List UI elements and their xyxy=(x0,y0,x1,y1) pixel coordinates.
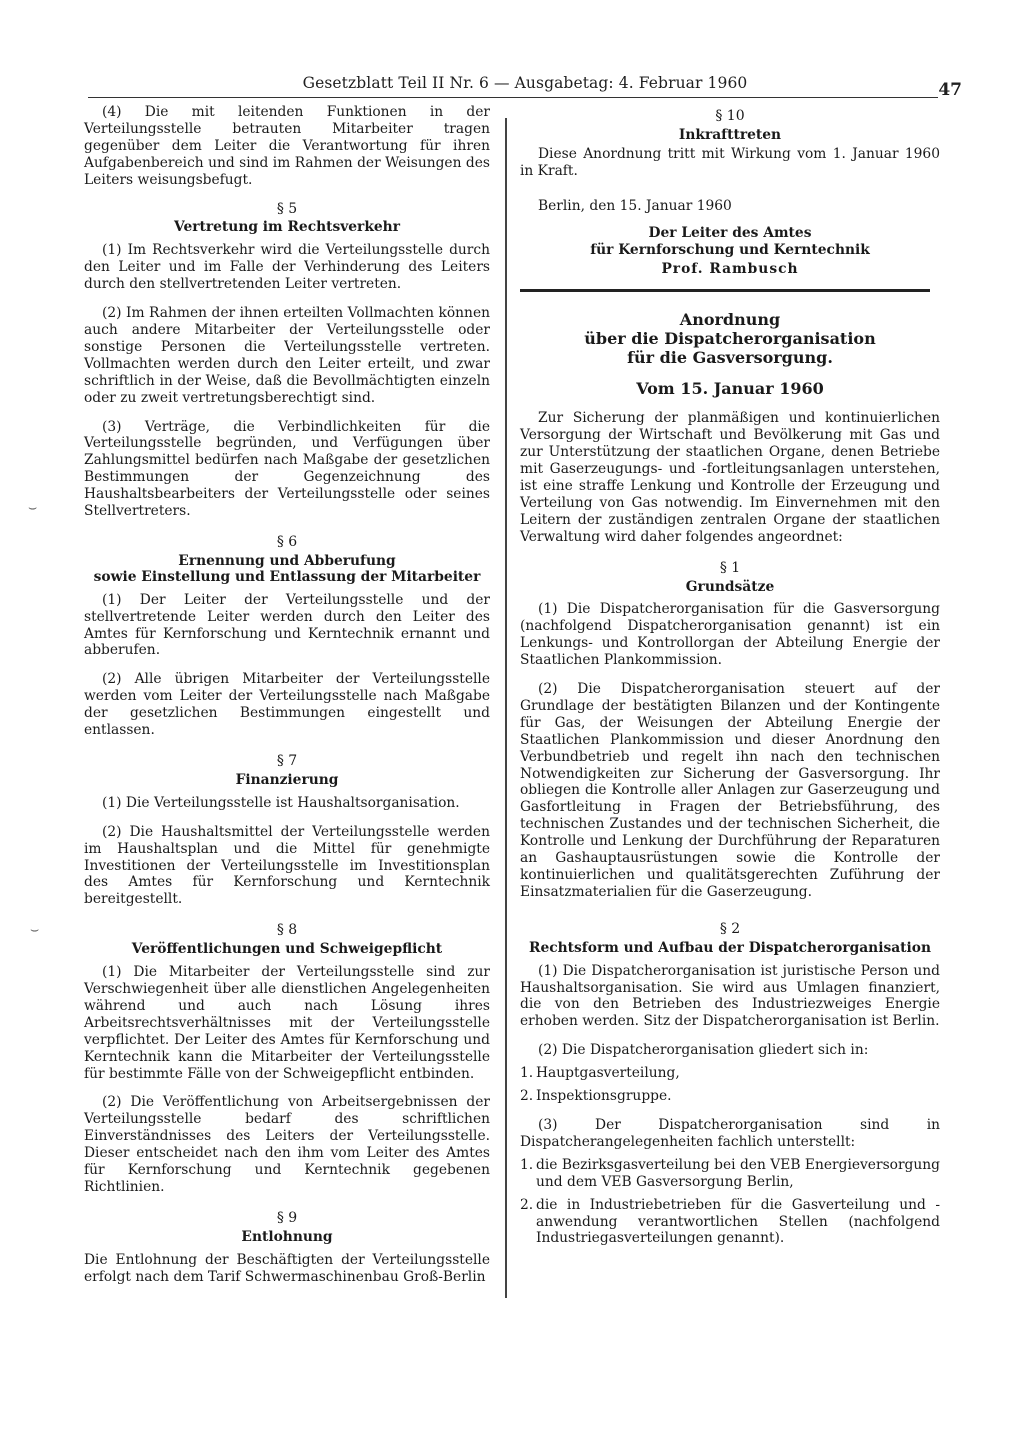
ordinance-title: für die Gasversorgung. xyxy=(627,348,833,368)
paragraph: (1) Die Verteilungsstelle ist Haushaltsorganisation. xyxy=(102,794,460,811)
paragraph: (2) Im Rahmen der ihnen erteilten Vollmachten können auch andere Mitarbeiter der Verteilungsstelle oder sonstige Personen die Verteilungsstelle vertreten. Vollmachten werden durch den Leiter erteilt, und zwar schriftlich in der Weise, daß die Bevollmächtigten einzeln oder zu zweit vertretungsberechtigt sind. xyxy=(84,305,490,406)
paragraph: (1) Die Dispatcherorganisation für die Gasversorgung (nachfolgend Dispatcherorganisation genannt) ist ein Lenkungs- und Kontrollorgan der Abteilung Energie der Staatlichen Plankommission. xyxy=(520,601,940,669)
paragraph: Diese Anordnung tritt mit Wirkung vom 1. Januar 1960 in Kraft. xyxy=(520,145,940,179)
list-number: 2. xyxy=(520,1088,534,1105)
paragraph: (3) Verträge, die Verbindlichkeiten für die Verteilungsstelle begründen, und Verfügungen über Zahlungsmittel bedürfen nach Maßgabe der gesetzlichen Bestimmungen der Gegenzeichnung des Haushaltsbearbeiters der Verteilungsstelle oder seines Stellvertreters. xyxy=(84,418,490,520)
paragraph: (1) Die Mitarbeiter der Verteilungsstelle sind zur Verschwiegenheit über alle dienstlichen Angelegenheiten während und auch nach Lösung ihres Arbeitsrechtsverhältnisses mit der Verteilungsstelle verpflichtet. Der Leiter des Amtes für Kernforschung und Kerntechnik kann die Mitarbeiter der Verteilungsstelle für bestimmte Fälle von der Schweigepflicht entbinden. xyxy=(84,964,490,1082)
section-heading: Entlohnung xyxy=(241,1228,333,1245)
paragraph: (2) Alle übrigen Mitarbeiter der Verteilungsstelle werden vom Leiter der Verteilungsstelle nach Maßgabe der gesetzlichen Bestimmungen eingestellt und entlassen. xyxy=(84,671,490,739)
section-heading: Veröffentlichungen und Schweigepflicht xyxy=(131,941,443,958)
paragraph: (2) Die Haushaltsmittel der Verteilungsstelle werden im Haushaltsplan und die Mittel für genehmigte Investitionen der Verteilungsstelle im Investitionsplan des Amtes für Kernforschung und Kerntechnik bereitgestellt. xyxy=(84,823,490,908)
header-title: Gesetzblatt Teil II Nr. 6 — Ausgabetag: 4. Februar 1960 xyxy=(302,74,748,92)
list-text: die Bezirksgasverteilung bei den VEB Energieversorgung und dem VEB Gasversorgung Berlin, xyxy=(536,1156,940,1190)
page-header xyxy=(88,74,962,102)
paragraph: (1) Die Dispatcherorganisation ist juristische Person und Haushaltsorganisation. Sie wird aus Umlagen finanziert, die von den Betrieben des Industriezweiges Energie erhoben werden. Sitz der Dispatcherorganisation ist Berlin. xyxy=(520,962,940,1030)
left-column xyxy=(84,104,490,1297)
paragraph: (1) Der Leiter der Verteilungsstelle und der stellvertretende Leiter werden durch den Leiter des Amtes für Kernforschung und Kerntechnik ernannt und abberufen. xyxy=(84,591,490,659)
section-heading: Rechtsform und Aufbau der Dispatcherorganisation xyxy=(528,939,932,956)
section-heading: Finanzierung xyxy=(235,771,339,788)
section-heading: Ernennung und Abberufung xyxy=(178,552,396,569)
ordinance-date: Vom 15. Januar 1960 xyxy=(636,379,824,399)
section-number: § 10 xyxy=(715,108,745,124)
list-number: 1. xyxy=(520,1065,534,1082)
signer-name: Prof. Rambusch xyxy=(661,260,799,277)
ordinance-title: Anordnung xyxy=(679,310,781,330)
margin-mark-icon: ⌣ xyxy=(28,500,38,516)
column-divider xyxy=(505,118,507,1298)
list-number: 2. xyxy=(520,1196,534,1213)
place-date: Berlin, den 15. Januar 1960 xyxy=(538,197,732,214)
section-number: § 1 xyxy=(719,559,741,576)
section-number: § 6 xyxy=(276,533,298,550)
list-item xyxy=(520,1197,940,1248)
paragraph: (3) Der Dispatcherorganisation sind in Dispatcherangelegenheiten fachlich unterstellt: xyxy=(520,1116,940,1150)
list-item xyxy=(520,1088,940,1105)
list-text: Inspektionsgruppe. xyxy=(536,1088,672,1105)
page-number: 47 xyxy=(938,80,962,100)
paragraph: (2) Die Veröffentlichung von Arbeitsergebnissen der Verteilungsstelle bedarf des schriftlichen Einverständnisses des Leiters der Verteilungsstelle. Dieser entscheidet nach den ihm vom Leiter des Amtes für Kernforschung und Kerntechnik gegebenen Richtlinien. xyxy=(84,1094,490,1195)
section-heading: Vertretung im Rechtsverkehr xyxy=(174,219,400,236)
section-number: § 7 xyxy=(276,753,298,769)
paragraph: (2) Die Dispatcherorganisation steuert auf der Grundlage der bestätigten Bilanzen und der Kontingente für Gas, der Weisungen der Abteilung Energie der Staatlichen Plankommission und dieser Anordnung den Verbundbetrieb und regelt ihn nach den technischen Notwendigkeiten zur Sicherung der Gasversorgung. Ihr obliegen die Kontrolle aller Anlagen zur Gaserzeugung und Gasfortleitung in Fragen der Betriebsführung, des technischen Zustandes und der technischen Sicherheit, die Kontrolle und Lenkung der Durchführung der Reparaturen an Gashauptausrüstungen sowie die Kontrolle der kontinuierlichen und qualitätsgerechten Zuführung der Einsatzmaterialien für die Gaserzeugung. xyxy=(520,681,940,900)
list-item xyxy=(520,1157,940,1191)
section-heading: Inkrafttreten xyxy=(678,126,782,143)
right-column xyxy=(520,104,940,1253)
section-number: § 2 xyxy=(719,920,741,937)
preamble: Zur Sicherung der planmäßigen und kontinuierlichen Versorgung der Wirtschaft und Bevölkerung mit Gas und zur Unterstützung der staatlichen Organe, denen Betriebe mit Gaserzeugungs- und -fortleitungsanlagen unterstehen, ist eine straffe Lenkung und Kontrolle der Erzeugung und Verteilung von Gas notwendig. Im Einvernehmen mit den Leitern der zuständigen zentralen Organe der staatlichen Verwaltung wird daher folgendes angeordnet: xyxy=(520,410,940,545)
list-text: Hauptgasverteilung, xyxy=(536,1065,680,1082)
list-number: 1. xyxy=(520,1156,534,1173)
section-separator xyxy=(520,289,930,292)
section-heading: Grundsätze xyxy=(685,578,775,595)
section-number: § 5 xyxy=(276,200,298,217)
signer-title: Der Leiter des Amtes xyxy=(648,224,812,241)
list-item xyxy=(520,1065,940,1082)
paragraph: Die Entlohnung der Beschäftigten der Verteilungsstelle erfolgt nach dem Tarif Schwermaschinenbau Groß-Berlin xyxy=(84,1251,490,1285)
list-text: die in Industriebetrieben für die Gasverteilung und -anwendung verantwortlichen Stellen (nachfolgend Industriegasverteilungen genannt). xyxy=(536,1196,940,1247)
signer-office: für Kernforschung und Kerntechnik xyxy=(590,241,870,258)
paragraph: (4) Die mit leitenden Funktionen in der Verteilungsstelle betrauten Mitarbeiter tragen gegenüber dem Leiter die Verantwortung für ihren Aufgabenbereich und sind im Rahmen der Weisungen des Leiters weisungsbefugt. xyxy=(84,104,490,188)
paragraph: (1) Im Rechtsverkehr wird die Verteilungsstelle durch den Leiter und im Falle der Verhinderung des Leiters durch den stellvertretenden Leiter vertreten. xyxy=(84,242,490,293)
section-number: § 9 xyxy=(276,1209,298,1226)
paragraph: (2) Die Dispatcherorganisation gliedert sich in: xyxy=(538,1042,869,1059)
section-number: § 8 xyxy=(276,922,298,939)
margin-mark-icon: ⌣ xyxy=(30,922,40,938)
ordinance-title: über die Dispatcherorganisation xyxy=(584,329,876,349)
section-heading: sowie Einstellung und Entlassung der Mitarbeiter xyxy=(93,568,481,585)
header-rule xyxy=(88,97,938,98)
